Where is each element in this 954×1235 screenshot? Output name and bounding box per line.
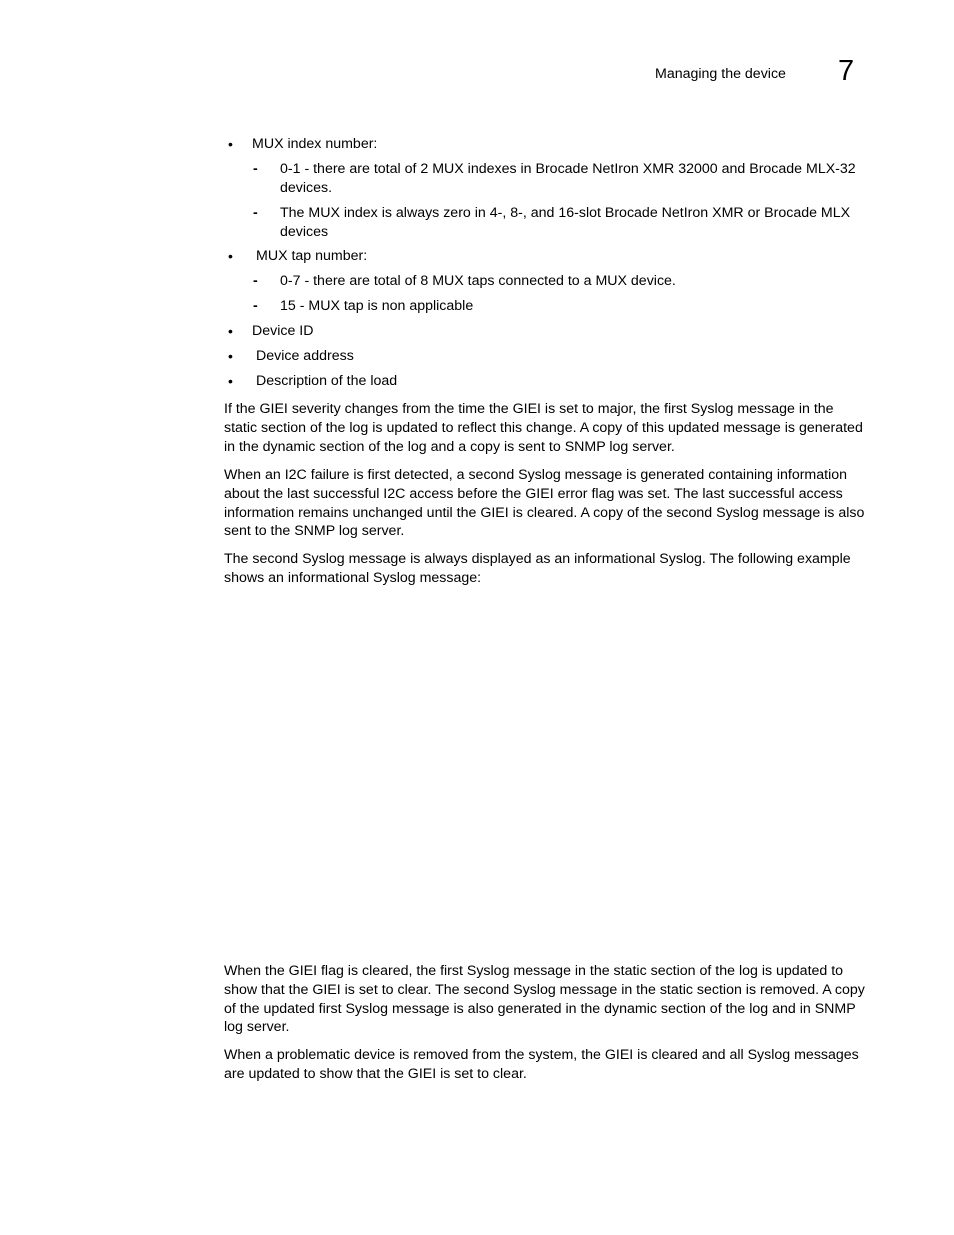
sub-item-mux-tap-range: 0-7 - there are total of 8 MUX taps connected to a MUX device. — [280, 273, 676, 289]
sub-item-mux-tap-na: 15 - MUX tap is non applicable — [280, 298, 474, 314]
bullet-mux-tap: MUX tap number: — [256, 248, 368, 264]
bullet-device-address: Device address — [256, 348, 354, 364]
syslog-example-area — [224, 600, 870, 950]
bullet-icon: • — [228, 348, 233, 364]
dash-icon: - — [253, 205, 258, 221]
bullet-icon: • — [228, 323, 233, 339]
dash-icon: - — [253, 273, 258, 289]
bullet-icon: • — [228, 373, 233, 389]
paragraph-giei-cleared: When the GIEI flag is cleared, the first Syslog message in the static section of the log is updated to show that the GIEI is set to clear. The second Syslog message in the static section is removed. A copy of the updated first Syslog message is also generated in the dynamic section of the log and in SNMP log server. — [224, 963, 865, 1036]
bullet-mux-index: MUX index number: — [252, 136, 378, 152]
dash-icon: - — [253, 161, 258, 177]
paragraph-i2c-failure: When an I2C failure is first detected, a second Syslog message is generated containing information about the last successful I2C access before the GIEI error flag was set. The last successful access information remains unchanged until the GIEI is cleared. A copy of the second Syslog message is also sent to the SNMP log server. — [224, 467, 865, 540]
section-title: Managing the device — [655, 66, 786, 82]
bullet-load-description: Description of the load — [256, 373, 398, 389]
sub-item-mux-index-zero: The MUX index is always zero in 4-, 8-, and 16-slot Brocade NetIron XMR or Brocade MLX devices — [280, 205, 851, 240]
paragraph-severity-change: If the GIEI severity changes from the time the GIEI is set to major, the first Syslog message in the static section of the log is updated to reflect this change. A copy of this updated message is generated in the dynamic section of the log and a copy is sent to SNMP log server. — [224, 401, 863, 455]
paragraph-informational-syslog: The second Syslog message is always displayed as an informational Syslog. The following example shows an informational Syslog message: — [224, 551, 851, 586]
sub-item-mux-index-range: 0-1 - there are total of 2 MUX indexes in Brocade NetIron XMR 32000 and Brocade MLX-32 devices. — [280, 161, 856, 196]
bullet-device-id: Device ID — [252, 323, 314, 339]
bullet-icon: • — [228, 136, 233, 152]
paragraph-device-removed: When a problematic device is removed from the system, the GIEI is cleared and all Syslog messages are updated to show that the GIEI is set to clear. — [224, 1047, 859, 1082]
bullet-icon: • — [228, 248, 233, 264]
dash-icon: - — [253, 298, 258, 314]
chapter-number: 7 — [838, 55, 855, 87]
